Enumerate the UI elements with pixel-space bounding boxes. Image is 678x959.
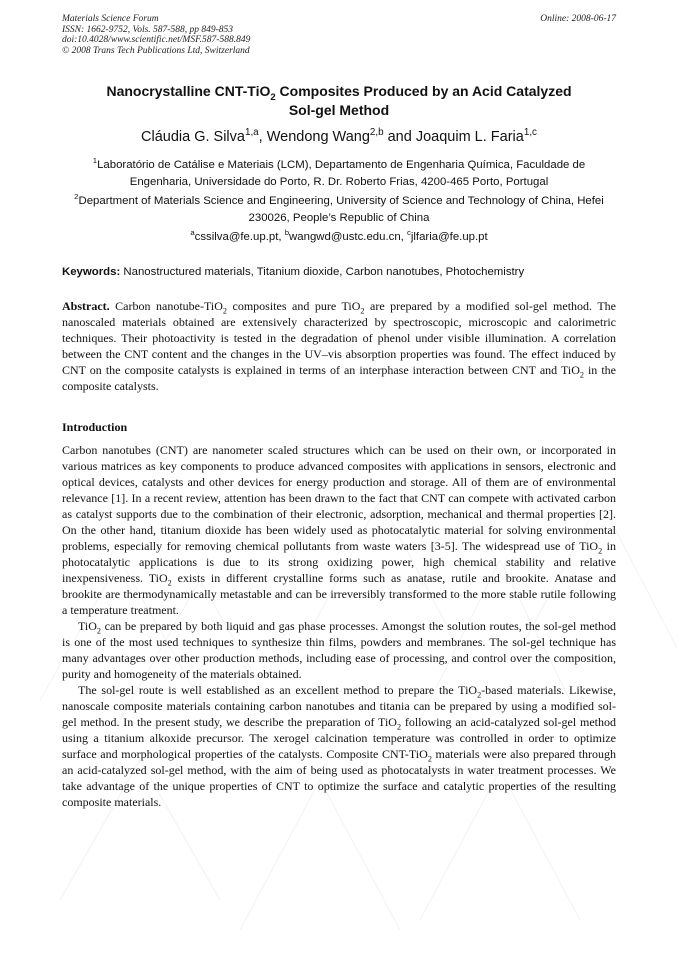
copyright-line: © 2008 Trans Tech Publications Ltd, Switzerland — [62, 45, 250, 56]
online-date: Online: 2008-06-17 — [540, 14, 616, 24]
intro-paragraph-2: TiO$_2$ can be prepared by both liquid and gas phase processes. Amongst the solution routes, the sol-gel method is one of the most used techniques to synthesize thin films, powders and membranes. The sol-gel technique has many advantages over other production methods, including ease of processing, and control over the composition, purity and homogeneity of the materials obtained. — [62, 619, 616, 681]
affiliation-1: $^1$Laboratório de Catálise e Materiais (LCM), Departamento de Engenharia Química, Faculdade de Engenharia, Universidade do Porto, R. Dr. Roberto Frias, 4200-465 Porto, Portugal — [92, 156, 586, 188]
intro-paragraph-1: Carbon nanotubes (CNT) are nanometer scaled structures which can be used on their own, or incorporated in various matrices as key components to produce advanced composites with applications in sensors, electronic and optical devices, catalysts and other devices for energy production and storage. All of them are of environmental relevance [1]. In a recent review, attention has been drawn to the fact that CNT can compete with activated carbon as catalyst supports due to the combination of their electronic, adsorption, mechanical and thermal properties [2]. On the other hand, titanium dioxide has been widely used as photocatalytic material for solving environmental problems, especially for removing chemical pollutants from waste waters [3-5]. The widespread use of TiO$_2$ in photocatalytic applications is due to its strong oxidizing power, high chemical stability and relative inexpensiveness. TiO$_2$ exists in different crystalline forms such as anatase, rutile and brookite. Anatase and brookite are thermodynamically metastable and can be irreversibly transformed to the more stable rutile following a temperature treatment. — [62, 443, 616, 617]
author-list: Cláudia G. Silva$^{1,a}$, Wendong Wang$^{2,b}$ and Joaquim L. Faria$^{1,c}$ — [141, 127, 537, 145]
affiliation-2: $^2$Department of Materials Science and Engineering, University of Science and Technology of China, Hefei 230026, People’s Republic of China — [74, 192, 604, 224]
author-3: and Joaquim L. Faria — [383, 129, 524, 145]
issn-line: ISSN: 1662-9752, Vols. 587-588, pp 849-853 — [62, 24, 233, 35]
abstract: Abstract. Carbon nanotube-TiO$_2$ composites and pure TiO$_2$ are prepared by a modified sol-gel method. The nanoscaled materials obtained are extensively characterized by spectroscopic, microscopic and calorimetric techniques. Their photoactivity is tested in the degradation of phenol under visible illumination. A correlation between the CNT content and the changes in the UV–vis absorption properties was found. The effect induced by CNT on the composite catalysts is explained in terms of an interphase interaction between CNT and TiO$_2$ in the composite catalysts. — [62, 299, 616, 393]
doi-line: doi:10.4028/www.scientific.net/MSF.587-588.849 — [62, 35, 251, 46]
introduction-heading: Introduction — [62, 420, 128, 434]
intro-paragraph-3: The sol-gel route is well established as an excellent method to prepare the TiO$_2$-based materials. Likewise, nanoscale composite materials containing carbon nanotubes and titania can be prepared by using a modified sol-gel method. In the present study, we describe the preparation of TiO$_2$ following an acid-catalyzed sol-gel method using a titanium alkoxide precursor. The xerogel calcination temperature was controlled in order to optimize surface and morphological properties of the catalysts. Composite CNT-TiO$_2$ materials were also prepared through an acid-catalyzed sol-gel method, with the aim of being used as photocatalysts in water treatment processes. We take advantage of the unique properties of CNT to optimize the surface and catalytic properties of the resulting composite materials. — [62, 683, 616, 809]
abstract-label: Abstract. — [62, 299, 110, 313]
author-emails: $^a$cssilva@fe.up.pt, $^b$wangwd@ustc.edu.cn, $^c$jlfaria@fe.up.pt — [190, 228, 488, 243]
author-2: , Wendong Wang — [258, 129, 370, 145]
keywords: Keywords: Nanostructured materials, Titanium dioxide, Carbon nanotubes, Photochemistry — [62, 266, 525, 278]
keywords-label: Keywords: — [62, 266, 121, 278]
paper-title: Nanocrystalline CNT-TiO$_2$ Composites Produced by an Acid Catalyzed Sol-gel Method — [106, 83, 572, 118]
introduction-body — [62, 442, 616, 810]
author-1: Cláudia G. Silva — [141, 129, 245, 145]
journal-name: Materials Science Forum — [62, 14, 159, 24]
journal-header — [62, 14, 616, 56]
